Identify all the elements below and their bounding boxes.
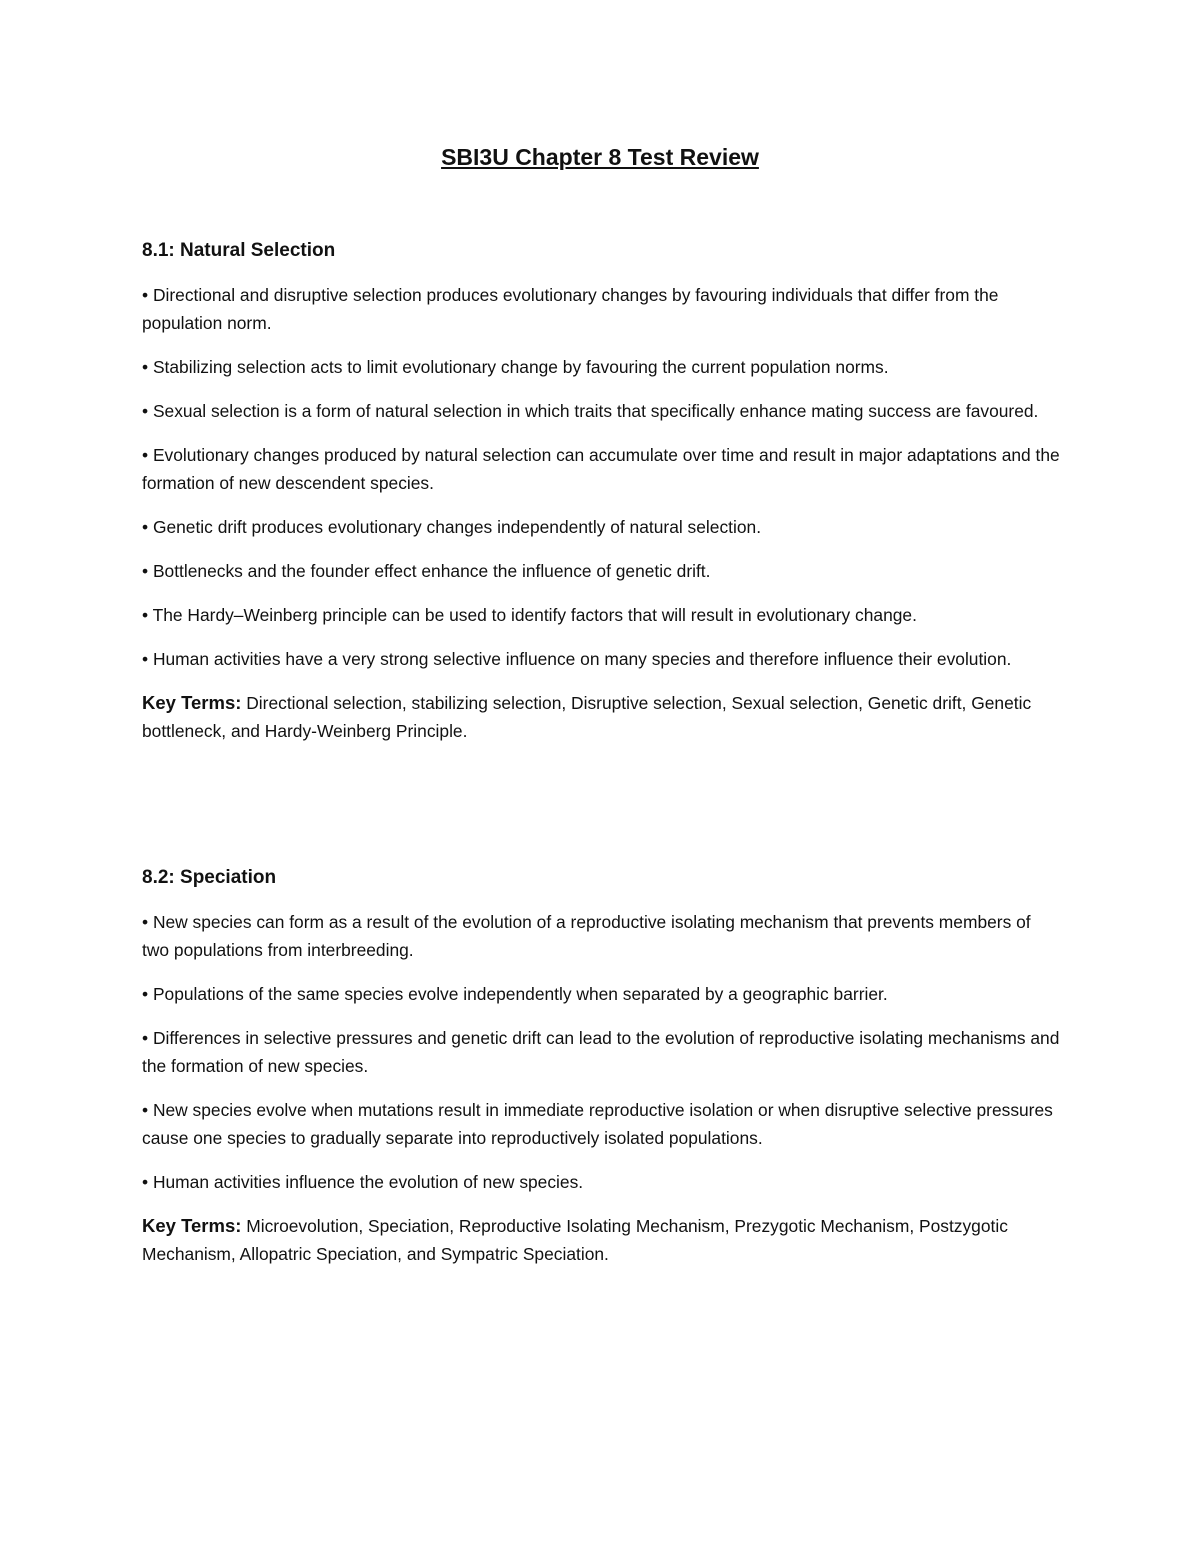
bullet-icon: • bbox=[142, 1172, 149, 1192]
section-heading: 8.2: Speciation bbox=[142, 867, 277, 888]
list-item bbox=[142, 1168, 1062, 1196]
bullet-icon: • bbox=[142, 1100, 149, 1120]
list-item-text: New species can form as a result of the evolution of a reproductive isolating mechanism that prevents members of two populations from interbreeding. bbox=[142, 912, 1031, 960]
list-item-text: New species evolve when mutations result in immediate reproductive isolation or when disruptive selective pressures cause one species to gradually separate into reproductively isolated populations. bbox=[142, 1100, 1053, 1148]
key-terms bbox=[142, 1212, 1062, 1268]
list-item bbox=[142, 1096, 1062, 1152]
key-terms-text: Microevolution, Speciation, Reproductive Isolating Mechanism, Prezygotic Mechanism, Postzygotic Mechanism, Allopatric Speciation, and Sympatric Speciation. bbox=[142, 1216, 1008, 1264]
list-item-text: Directional and disruptive selection produces evolutionary changes by favouring individuals that differ from the population norm. bbox=[142, 285, 999, 333]
bullet-icon: • bbox=[142, 912, 149, 932]
list-item bbox=[142, 353, 1062, 381]
key-terms-label: Key Terms: bbox=[142, 692, 242, 713]
list-item bbox=[142, 281, 1062, 337]
key-terms-text: Directional selection, stabilizing selection, Disruptive selection, Sexual selection, Genetic drift, Genetic bottleneck, and Hardy-Weinberg Principle. bbox=[142, 693, 1032, 741]
list-item-text: Human activities have a very strong selective influence on many species and therefore influence their evolution. bbox=[152, 649, 1012, 669]
list-item-text: Sexual selection is a form of natural selection in which traits that specifically enhance mating success are favoured. bbox=[152, 401, 1039, 421]
bullet-icon: • bbox=[142, 445, 149, 465]
list-item bbox=[142, 441, 1062, 497]
bullet-icon: • bbox=[142, 649, 149, 669]
list-item bbox=[142, 1024, 1062, 1080]
bullet-icon: • bbox=[142, 561, 149, 581]
bullet-icon: • bbox=[142, 1028, 149, 1048]
list-item bbox=[142, 908, 1062, 964]
list-item bbox=[142, 601, 1062, 629]
list-item bbox=[142, 513, 1062, 541]
section-natural-selection bbox=[142, 237, 1062, 745]
section-speciation bbox=[142, 864, 1062, 1268]
list-item-text: The Hardy–Weinberg principle can be used to identify factors that will result in evolutionary change. bbox=[152, 605, 917, 625]
bullet-icon: • bbox=[142, 285, 149, 305]
key-terms-label: Key Terms: bbox=[142, 1215, 242, 1236]
list-item-text: Populations of the same species evolve independently when separated by a geographic barrier. bbox=[152, 984, 888, 1004]
list-item bbox=[142, 980, 1062, 1008]
list-item-text: Evolutionary changes produced by natural selection can accumulate over time and result in major adaptations and the formation of new descendent species. bbox=[142, 445, 1060, 493]
bullet-icon: • bbox=[142, 517, 149, 537]
bullet-icon: • bbox=[142, 401, 149, 421]
list-item-text: Differences in selective pressures and genetic drift can lead to the evolution of reproductive isolating mechanisms and the formation of new species. bbox=[142, 1028, 1060, 1076]
list-item-text: Stabilizing selection acts to limit evolutionary change by favouring the current population norms. bbox=[152, 357, 889, 377]
list-item bbox=[142, 397, 1062, 425]
list-item bbox=[142, 557, 1062, 585]
bullet-icon: • bbox=[142, 357, 149, 377]
section-heading: 8.1: Natural Selection bbox=[142, 240, 336, 261]
list-item-text: Human activities influence the evolution of new species. bbox=[152, 1172, 584, 1192]
list-item-text: Genetic drift produces evolutionary changes independently of natural selection. bbox=[152, 517, 762, 537]
key-terms bbox=[142, 689, 1062, 745]
list-item-text: Bottlenecks and the founder effect enhance the influence of genetic drift. bbox=[152, 561, 711, 581]
page-title: SBI3U Chapter 8 Test Review bbox=[441, 144, 759, 170]
bullet-icon: • bbox=[142, 984, 149, 1004]
list-item bbox=[142, 645, 1062, 673]
bullet-icon: • bbox=[142, 605, 149, 625]
